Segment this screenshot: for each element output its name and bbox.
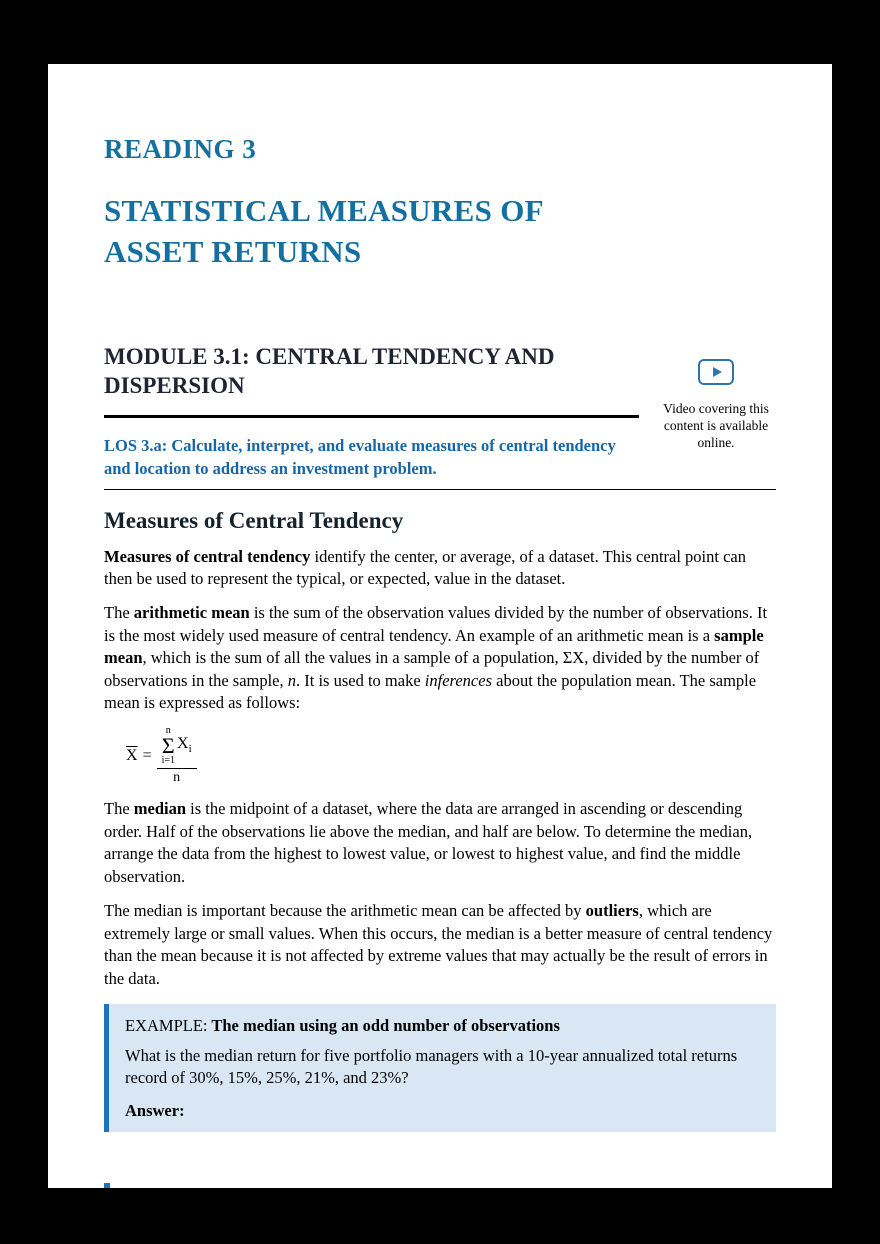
formula-term bbox=[177, 735, 192, 755]
los-statement: LOS 3.a: Calculate, interpret, and evaluate measures of central tendency and location to address an investment problem. bbox=[104, 435, 616, 479]
module-header-row bbox=[104, 343, 776, 481]
sigma-symbol: Σ bbox=[161, 732, 175, 758]
example-label: EXAMPLE: bbox=[125, 1015, 208, 1035]
term-sample-mean: sample mean bbox=[104, 625, 764, 668]
sample-mean-formula bbox=[126, 725, 776, 787]
page-title bbox=[104, 191, 776, 273]
formula-xbar: $\overline{X}$ bbox=[126, 746, 138, 764]
example-answer-label: Answer: bbox=[125, 1100, 185, 1120]
paragraph-text: , which is the sum of all the values in a sample of a population, ΣX, divided by the number of observations in the sample, bbox=[104, 648, 760, 690]
reading-label: READING 3 bbox=[104, 134, 257, 164]
paragraph-central-tendency bbox=[104, 546, 776, 591]
page-title-line-1: STATISTICAL MEASURES OF bbox=[104, 193, 544, 228]
page-title-line-2: ASSET RETURNS bbox=[104, 233, 362, 269]
formula-numerator bbox=[157, 725, 197, 769]
paragraph-text: The bbox=[104, 799, 134, 819]
formula-term-subscript: i bbox=[188, 743, 192, 756]
paragraph-text: is the sum of the observation values divided by the number of observations. It is the most widely used measure of central tendency. An example of an arithmetic mean is a bbox=[104, 603, 768, 645]
paragraph-text: about the population mean. The sample mean is expressed as follows: bbox=[104, 670, 757, 713]
term-outliers: outliers bbox=[585, 901, 639, 921]
paragraph-text: . It is used to make bbox=[296, 670, 425, 690]
document-page bbox=[48, 64, 832, 1188]
term-n: n bbox=[287, 670, 297, 690]
divider-thin bbox=[104, 489, 776, 490]
paragraph-text: The bbox=[104, 603, 134, 623]
video-play-button[interactable] bbox=[698, 359, 734, 385]
example-question: What is the median return for five portfolio managers with a 10-year annualized total returns record of 30%, 15%, 25%, 21%, and 23%? bbox=[125, 1045, 738, 1088]
video-callout bbox=[656, 343, 776, 481]
example-title: The median using an odd number of observations bbox=[207, 1015, 560, 1035]
module-heading: MODULE 3.1: CENTRAL TENDENCY AND DISPERSION bbox=[104, 343, 555, 398]
paragraph-arithmetic-mean bbox=[104, 602, 776, 714]
term-inferences: inferences bbox=[424, 670, 492, 690]
term-median: median bbox=[133, 799, 187, 819]
formula-equals: = bbox=[142, 746, 152, 764]
paragraph-text: The median is important because the arithmetic mean can be affected by bbox=[104, 901, 586, 921]
divider-thick bbox=[104, 415, 639, 418]
term-measures-of-central-tendency: Measures of central tendency bbox=[104, 546, 311, 566]
formula-denominator: n bbox=[157, 768, 197, 786]
formula-fraction bbox=[157, 725, 197, 787]
formula-term-base: X bbox=[177, 735, 189, 753]
paragraph-text: , which are extremely large or small values. When this occurs, the median is a better measure of central tendency than the mean because it is not affected by extreme values that may actually be the result of errors in the data. bbox=[104, 901, 773, 988]
play-icon bbox=[713, 367, 722, 377]
example-box bbox=[104, 1004, 776, 1132]
section-heading: Measures of Central Tendency bbox=[104, 507, 404, 533]
term-arithmetic-mean: arithmetic mean bbox=[133, 603, 250, 623]
sigma-stack bbox=[162, 725, 175, 767]
sum-lower-limit: i=1 bbox=[161, 755, 176, 767]
example-heading bbox=[125, 1016, 760, 1036]
paragraph-outliers bbox=[104, 900, 776, 990]
sum-upper-limit: n bbox=[165, 724, 171, 736]
video-caption: Video covering this content is available online. bbox=[663, 400, 769, 450]
paragraph-text: is the midpoint of a dataset, where the data are arranged in ascending or descending order. Half of the observations lie above the median, and half are below. To determine the median, arrange the data from the highest to lowest value, or lowest to highest value, and find the middle observation. bbox=[104, 799, 753, 886]
module-header-left bbox=[104, 343, 639, 481]
page-content bbox=[48, 64, 832, 1132]
next-example-box-cut bbox=[104, 1183, 110, 1188]
paragraph-median bbox=[104, 798, 776, 888]
paragraph-text: identify the center, or average, of a dataset. This central point can then be used to represent the typical, or expected, value in the dataset. bbox=[104, 546, 746, 589]
